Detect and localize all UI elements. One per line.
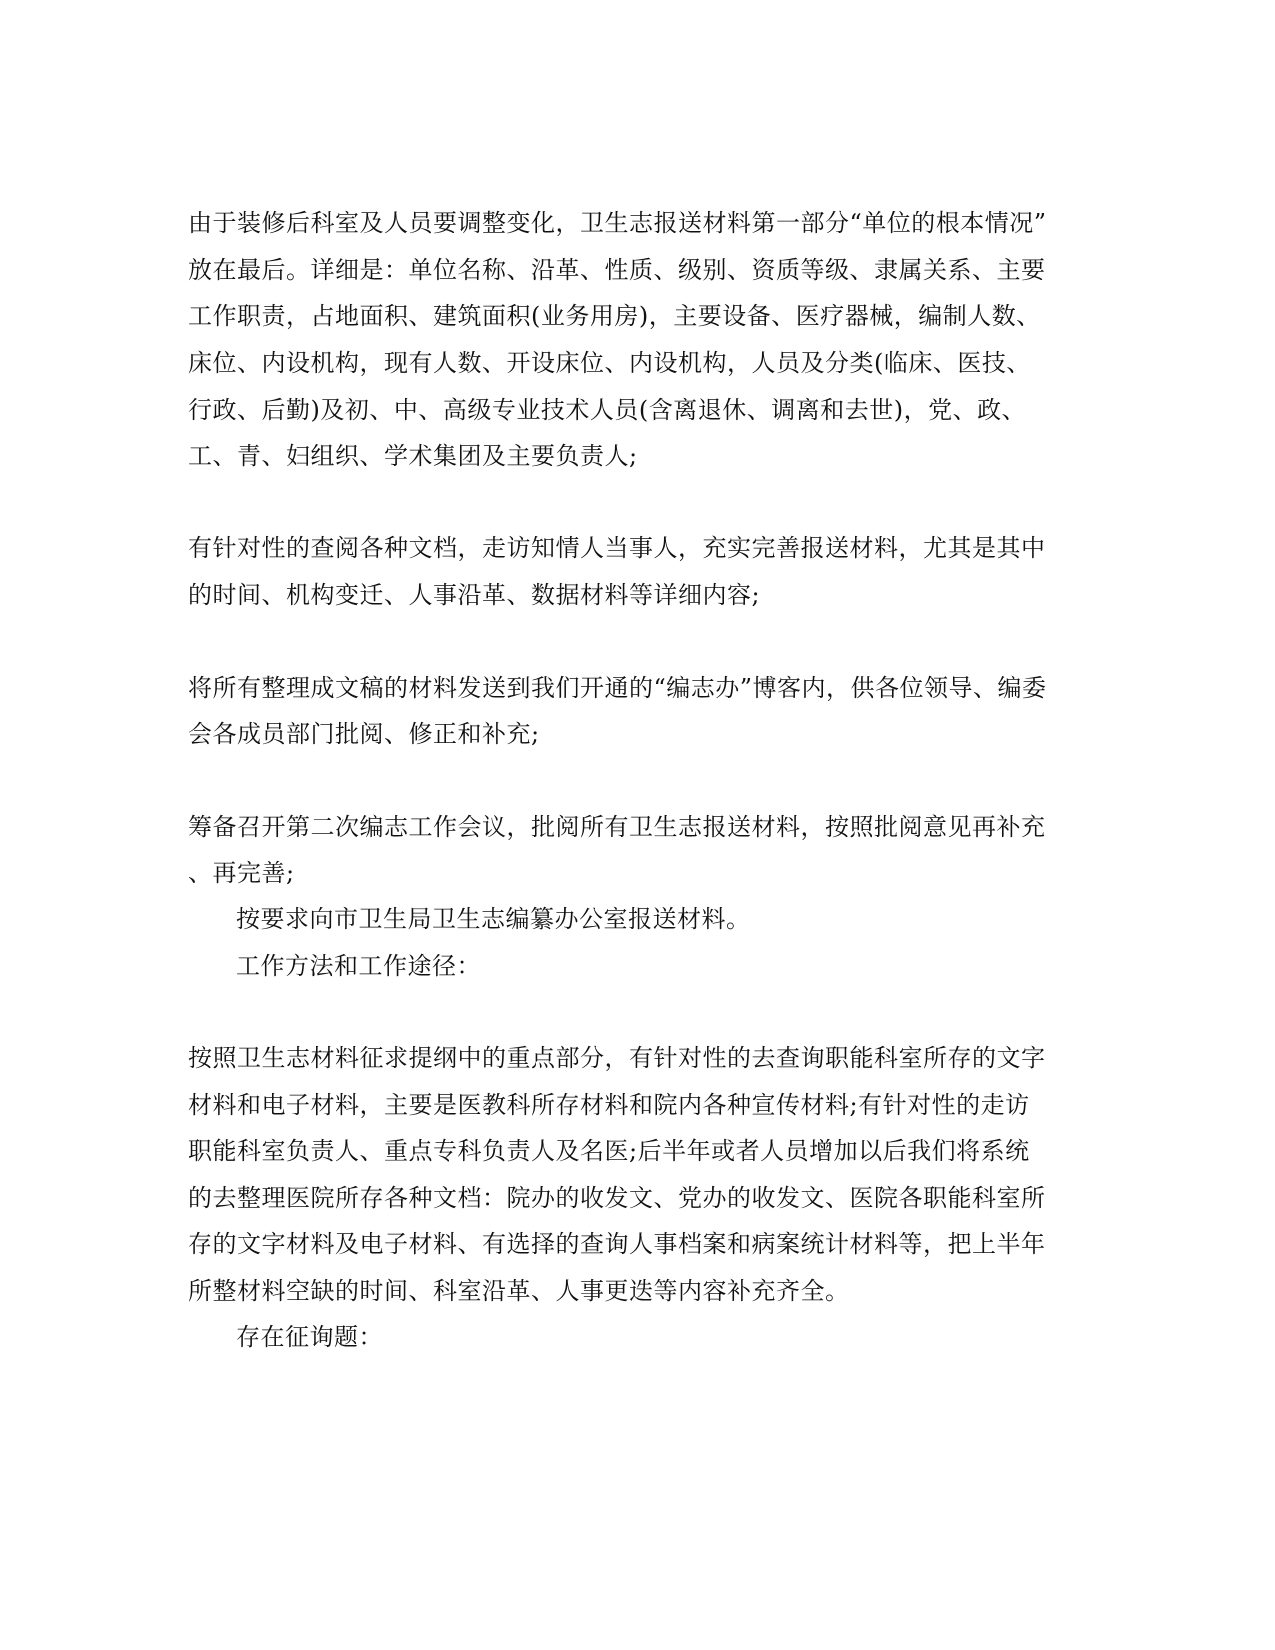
paragraph-7-line-6: 所整材料空缺的时间、科室沿革、人事更迭等内容补充齐全。	[188, 1277, 850, 1305]
paragraph-7-line-5: 存的文字材料及电子材料、有选择的查询人事档案和病案统计材料等，把上半年	[188, 1230, 1046, 1258]
issues-heading: 存在征询题：	[236, 1323, 383, 1351]
paragraph-1-line-4: 床位、内设机构，现有人数、开设床位、内设机构，人员及分类(临床、医技、	[188, 349, 1031, 377]
paragraph-7-line-1: 按照卫生志材料征求提纲中的重点部分，有针对性的去查询职能科室所存的文字	[188, 1044, 1046, 1072]
paragraph-7-line-3: 职能科室负责人、重点专科负责人及名医;后半年或者人员增加以后我们将系统	[188, 1137, 1030, 1165]
paragraph-4-line-2: 、再完善;	[188, 859, 295, 887]
paragraph-3-line-2: 会各成员部门批阅、修正和补充;	[188, 720, 540, 748]
paragraph-3-line-1: 将所有整理成文稿的材料发送到我们开通的“编志办”博客内，供各位领导、编委	[188, 674, 1047, 702]
paragraph-7-line-2: 材料和电子材料，主要是医教科所存材料和院内各种宣传材料;有针对性的走访	[188, 1091, 1030, 1119]
paragraph-1-line-5: 行政、后勤)及初、中、高级专业技术人员(含离退休、调离和去世)，党、政、	[188, 396, 1027, 424]
methods-heading: 工作方法和工作途径：	[236, 952, 481, 980]
paragraph-1-line-2: 放在最后。详细是：单位名称、沿革、性质、级别、资质等级、隶属关系、主要	[188, 256, 1046, 284]
paragraph-2-line-1: 有针对性的查阅各种文档，走访知情人当事人，充实完善报送材料，尤其是其中	[188, 534, 1046, 562]
paragraph-1-line-1: 由于装修后科室及人员要调整变化，卫生志报送材料第一部分“单位的根本情况”	[188, 209, 1047, 237]
report-submission-line: 按要求向市卫生局卫生志编纂办公室报送材料。	[236, 905, 751, 933]
paragraph-4-line-1: 筹备召开第二次编志工作会议，批阅所有卫生志报送材料，按照批阅意见再补充	[188, 813, 1046, 841]
paragraph-2-line-2: 的时间、机构变迁、人事沿革、数据材料等详细内容;	[188, 581, 761, 609]
paragraph-1-line-6: 工、青、妇组织、学术集团及主要负责人;	[188, 442, 638, 470]
paragraph-7-line-4: 的去整理医院所存各种文档：院办的收发文、党办的收发文、医院各职能科室所	[188, 1184, 1046, 1212]
paragraph-1-line-3: 工作职责，占地面积、建筑面积(业务用房)，主要设备、医疗器械，编制人数、	[188, 302, 1041, 330]
